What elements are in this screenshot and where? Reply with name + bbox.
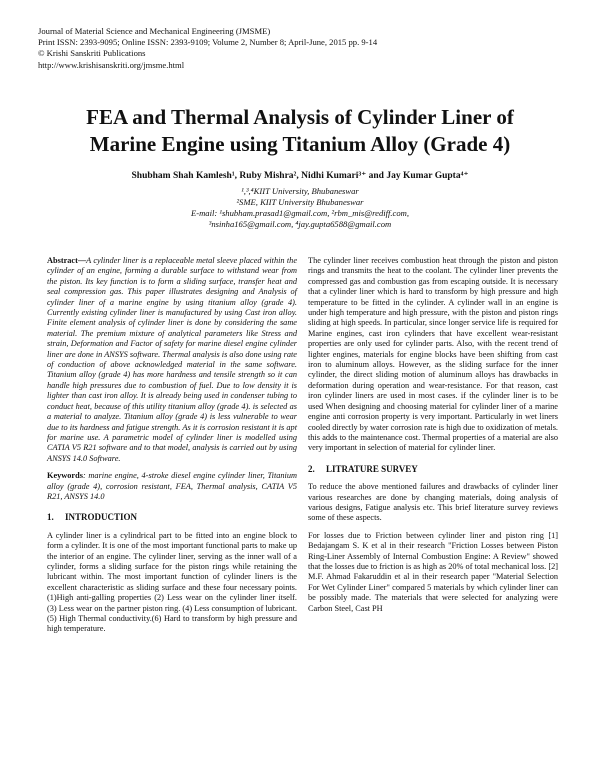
literature-paragraph-2: For losses due to Friction between cylinder liner and piston ring [1] Bedajangam S. K et al in their research "Friction Losses between Piston Ring-Liner Assembly of Internal Combustion Engine: A Review" showed that the losses due to friction is as high as 20% of total mechanical loss. [2] M.F. Ahmad Fakaruddin et al in their research paper "Material Selection For Wet Cylinder Liner" compared 5 materials by which cylinder liner can be possibly made. The materials that were selected for analyzing were Carbon Steel, Cast PH — [308, 530, 558, 613]
email-line-2: ³nsinha165@gmail.com, ⁴jay.gupta6588@gmail.com — [208, 219, 392, 229]
section-title: LITRATURE SURVEY — [326, 463, 418, 474]
liner-paragraph: The cylinder liner receives combustion heat through the piston and piston rings and transmits the heat to the coolant. The cylinder liner prevents the compressed gas and combustion gas from escaping outside. It is necessary that a cylinder liner which is hard to transform by high pressure and high temperature to be fitted in the cylinder. A cylinder wall in an engine is under high temperature and high pressure, with the piston and piston rings sliding at high speeds. In particular, since longer service life is required for Marine engines, cast iron cylinders that have excellent wear-resistant properties are only used for cylinder parts. Also, with the recent trend of lighter engines, materials for engine blocks have been shifting from cast iron to aluminum alloys. However, as the sliding surface for the inner cylinder, the direct sliding motion of aluminum alloys has drawbacks in deformation during operation and wear-resistance. For that reason, cast iron cylinder liners are used in most cases. if the cylinder liner is to be used When designing and choosing material for cylinder liner of a marine engine anti corrosion property is very important. Particularly in wet liners cooled directly by water corrosion rate is high due to oxidization of metals. this adds to the maintenance cost. Thermal properties of a material are also very important in selection of material for cylinder liner. — [308, 256, 558, 453]
left-column — [47, 256, 297, 642]
title-line-1: FEA and Thermal Analysis of Cylinder Liner of — [86, 105, 514, 129]
affiliations — [40, 186, 560, 230]
literature-paragraph-1: To reduce the above mentioned failures and drawbacks of cylinder liner various researches are done by changing materials, doing analysis of various designs, Fatigue analysis etc. This brief literature survey reviews some of these aspects. — [308, 482, 558, 523]
paper-title — [30, 104, 570, 158]
journal-publisher: © Krishi Sanskriti Publications — [38, 48, 146, 59]
right-column — [308, 256, 558, 621]
section-heading-introduction — [47, 512, 297, 522]
affiliation-line-2: ²SME, KIIT University Bhubaneswar — [236, 197, 364, 207]
section-number: 1. — [47, 512, 54, 523]
keywords-label: Keywords — [47, 471, 83, 481]
email-line-1: E-mail: ¹shubham.prasad1@gmail.com, ²rbm_mis@rediff.com, — [190, 208, 410, 218]
introduction-paragraph: A cylinder liner is a cylindrical part to be fitted into an engine block to form a cylinder. It is one of the most important functional parts to make up the interior of an engine. The cylinder liner, serving as the inner wall of a cylinder, forms a sliding surface for the piston rings while retaining the lubricant within. The most important function of cylinder liners is the excellent characteristic as sliding surface and these four necessary points. (1)High anti-galling properties (2) Less wear on the cylinder liner itself. (3) Less wear on the partner piston ring. (4) Less consumption of lubricant. (5) High Thermal conductivity.(6) Hard to transform by high pressure and high temperature. — [47, 530, 297, 634]
journal-header — [38, 26, 558, 71]
journal-url[interactable]: http://www.krishisanskriti.org/jmsme.html — [38, 59, 185, 70]
keywords — [47, 471, 297, 502]
affiliation-line-1: ¹,³,⁴KIIT University, Bhubaneswar — [241, 186, 359, 196]
section-number: 2. — [308, 463, 315, 474]
author-list: Shubham Shah Kamlesh¹, Ruby Mishra², Nidhi Kumari³⁺ and Jay Kumar Gupta⁴⁺ — [131, 171, 469, 181]
abstract-label: Abstract— — [47, 256, 87, 265]
keywords-text: : marine engine, 4-stroke diesel engine cylinder liner, Titanium alloy (grade 4), corrosion resistant, FEA, Thermal analysis, CATIA V5 R21, ANSYS 14.0 — [47, 471, 297, 501]
section-heading-literature — [308, 464, 558, 474]
abstract — [47, 256, 297, 464]
abstract-text: A cylinder liner is a replaceable metal sleeve placed within the cylinder of an engine, forming a durable surface to withstand wear from the piston. Its key function is to form a sliding surface, transfer heat and seal compression gas. This paper illustrates designing and Analysis of cylinder liner of a marine engine by using titanium alloy (grade 4). Currently existing cylinder liner is manufactured by using Cast iron alloy. Finite element analysis of cylinder liner is done by considering the same material. The premium mixture of analytical parameters like Stress and strain, Deformation and Factor of safety for marine diesel engine cylinder liner are done in ANSYS software. Thermal analysis is also done using rate of conduction of above acknowledged material in the same software. Titanium alloy (grade 4) has more hardness and tensile strength so it can handle high pressures due to combustion of fuel. Due to low density it is lighter than cast iron alloy. It is already being used in condenser tubing to conduct heat, because of this utility titanium alloy (grade 4). is selected as a material to analyze. Titanium alloy (grade 4) is less vulnerable to wear due to its hardness and fatigue strength. As it is corrosion resistant it is apt for marine use. A parametric model of cylinder liner is modelled using CATIA V5 R21 software and to that model, analysis is carried out by using ANSYS 14.0 Software. — [47, 256, 297, 463]
journal-issn: Print ISSN: 2393-9095; Online ISSN: 2393-9109; Volume 2, Number 8; April-June, 2015 pp. 9-14 — [38, 37, 378, 48]
title-line-2: Marine Engine using Titanium Alloy (Grade 4) — [89, 132, 511, 156]
journal-name: Journal of Material Science and Mechanical Engineering (JMSME) — [38, 26, 271, 36]
section-title: INTRODUCTION — [65, 512, 138, 523]
